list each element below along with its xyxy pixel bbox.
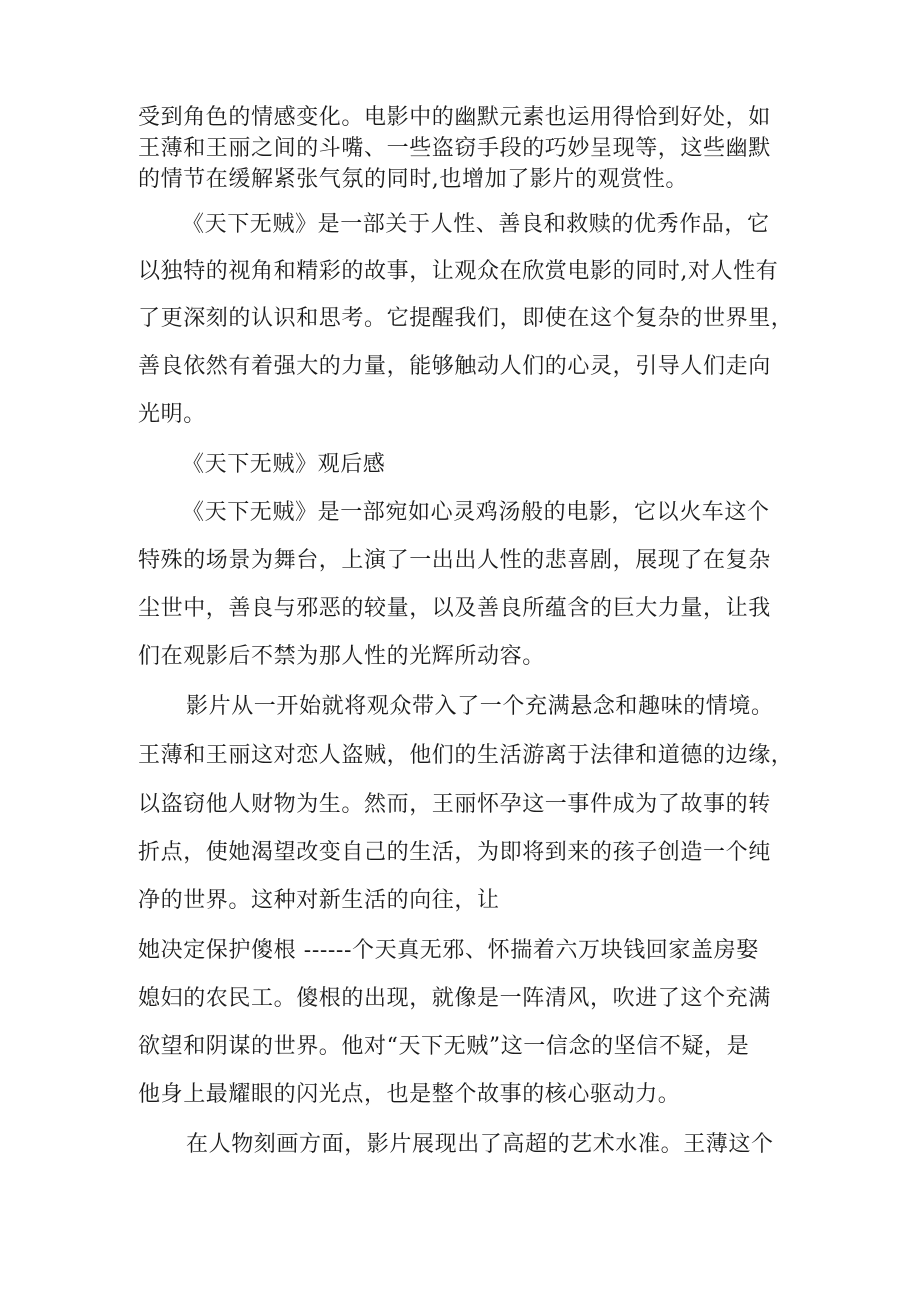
text-line-4: 《天下无贼》是一部关于人性、善良和救赎的优秀作品，它 — [182, 212, 770, 237]
text-line-13: 们在观影后不禁为那人性的光辉所动容。 — [138, 644, 545, 669]
text-line-14: 影片从一开始就将观众带入了一个充满悬念和趣味的情境。 — [186, 694, 774, 719]
text-line-2: 王薄和王丽之间的斗嘴、一些盗窃手段的巧妙呈现等，这些幽默 — [138, 136, 771, 161]
text-line-19: 她决定保护傻根 ------个天真无邪、怀揣着六万块钱回家盖房娶 — [138, 938, 759, 963]
text-line-15: 王薄和王丽这对恋人盗贼，他们的生活游离于法律和道德的边缘， — [138, 743, 794, 768]
text-line-21: 欲望和阴谋的世界。他对“天下无贼”这一信念的坚信不疑，是 — [138, 1034, 750, 1059]
text-line-7: 善良依然有着强大的力量，能够触动人们的心灵，引导人们走向 — [138, 354, 771, 379]
text-line-16: 以盗窃他人财物为生。然而，王丽怀孕这一事件成为了故事的转 — [138, 792, 771, 817]
text-line-10: 《天下无贼》是一部宛如心灵鸡汤般的电影，它以火车这个 — [182, 500, 770, 525]
section-heading: 《天下无贼》观后感 — [182, 452, 386, 477]
text-line-1: 受到角色的情感变化。电影中的幽默元素也运用得恰到好处，如 — [138, 105, 771, 130]
text-line-23: 在人物刻画方面，影片展现出了高超的艺术水准。王薄这个 — [186, 1132, 774, 1157]
text-line-3: 的情节在缓解紧张气氛的同时,也增加了影片的观赏性。 — [138, 167, 688, 192]
text-line-20: 媳妇的农民工。傻根的出现，就像是一阵清风，吹进了这个充满 — [138, 986, 771, 1011]
text-line-5: 以独特的视角和精彩的故事，让观众在欣赏电影的同时,对人性有 — [138, 259, 779, 284]
text-line-12: 尘世中，善良与邪恶的较量，以及善良所蕴含的巨大力量，让我 — [138, 596, 771, 621]
text-line-6: 了更深刻的认识和思考。它提醒我们，即使在这个复杂的世界里， — [138, 306, 794, 331]
text-line-17: 折点，使她渴望改变自己的生活，为即将到来的孩子创造一个纯 — [138, 840, 771, 865]
text-line-11: 特殊的场景为舞台，上演了一出出人性的悲喜剧，展现了在复杂 — [138, 548, 771, 573]
text-line-18: 净的世界。这种对新生活的向往，让 — [138, 888, 500, 913]
text-line-8: 光明。 — [138, 402, 206, 427]
text-line-22: 他身上最耀眼的闪光点，也是整个故事的核心驱动力。 — [138, 1082, 681, 1107]
